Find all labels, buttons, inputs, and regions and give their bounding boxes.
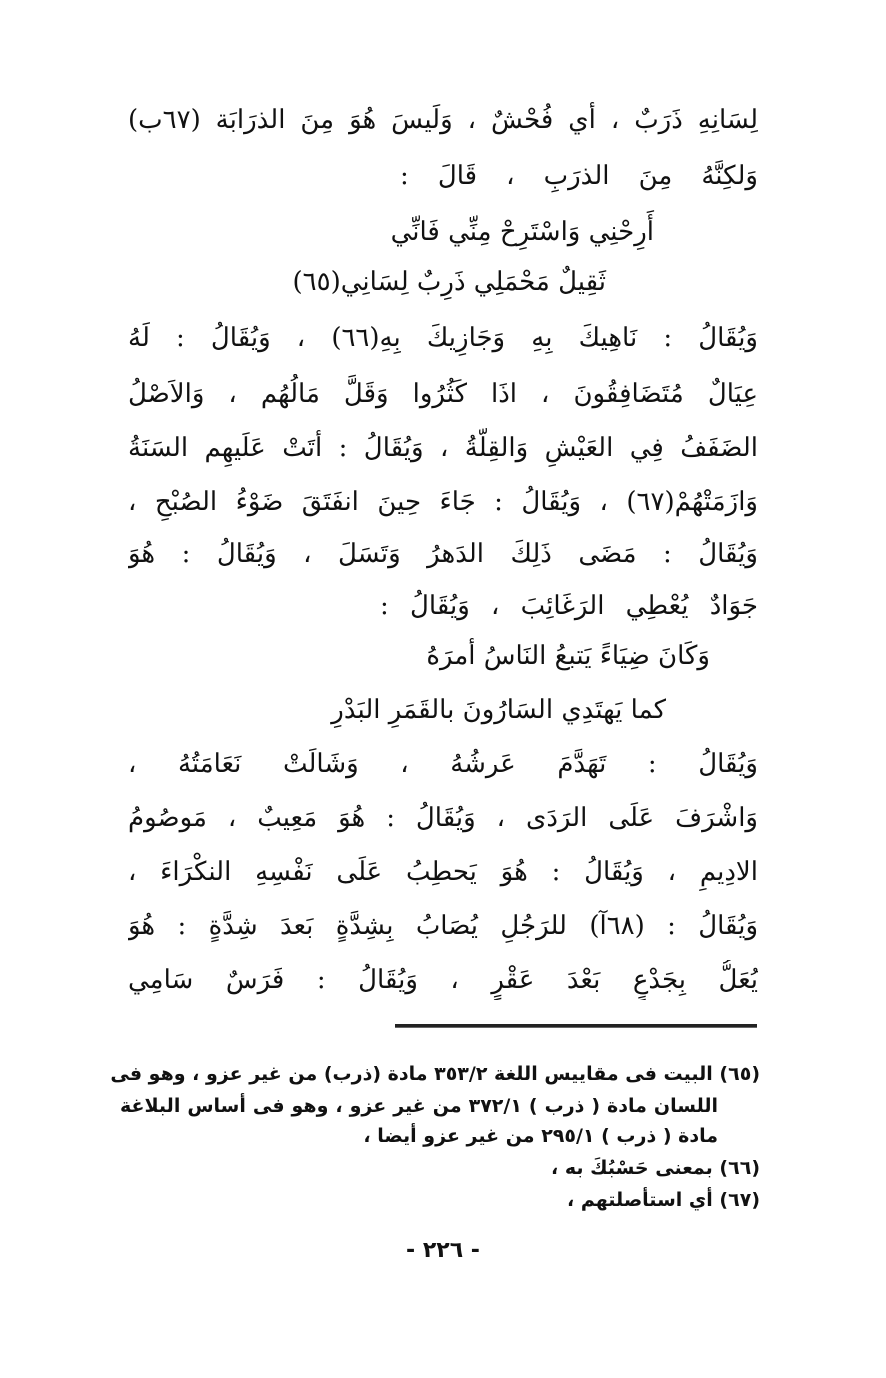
verse-line-4: كما يَهتَدِي السَارُونَ بالقَمَرِ البَدْرِ [331,695,666,725]
body-line-11: الادِيمِ ، وَيُقَالُ : هُوَ يَحطِبُ عَلَى نَفْسِهِ النكْرَاءَ ، [128,857,758,887]
page-number: - ٢٢٦ - [406,1238,480,1263]
body-line-7: وَيُقَالُ : مَضَى ذَلِكَ الدَهرُ وَتَسَلَ ، وَيُقَالُ : هُوَ [128,539,758,569]
verse-line-3: وَكَانَ ضِيَاءً يَتبعُ النَاسُ أمرَهُ [426,641,710,671]
footnote-65-line-1: (٦٥) البيت فى مقاييس اللغة ٣٥٣/٢ مادة (ذرب) من غير عزو ، وهو فى [110,1063,760,1085]
body-line-10: وَاشْرَفَ عَلَى الرَدَى ، وَيُقَالُ : هُوَ مَعِيبٌ ، مَوصُومُ [128,803,758,833]
body-line-13: يُعَلُّ بِجَدْعٍ بَعْدَ عَقْرٍ ، وَيُقَالُ : فَرَسٌ سَامِي [128,965,758,995]
body-line-3: وَيُقَالُ : نَاهِيكَ بِهِ وَجَازِيكَ بِهِ(٦٦) ، وَيُقَالُ : لَهُ [128,323,758,353]
body-line-8: جَوَادٌ يُعْطِي الرَغَائِبَ ، وَيُقَالُ : [380,591,758,621]
verse-line-1: أَرِحْنِي وَاسْتَرِحْ مِنِّي فَانِّي [390,217,654,247]
footnote-65-line-2: اللسان مادة ( ذرب ) ٣٧٢/١ من غير عزو ، وهو فى أساس البلاغة [120,1095,718,1117]
body-line-9: وَيُقَالُ : تَهَدَّمَ عَرشُهُ ، وَشَالَتْ نَعَامَتُهُ ، [128,749,758,779]
body-line-2: وَلكِنَّهُ مِنَ الذرَبِ ، قَالَ : [400,161,758,191]
body-line-5: الضَفَفُ فِي العَيْشِ وَالقِلَّةُ ، وَيُقَالُ : أتَتْ عَلَيهِم السَنَةُ [128,433,758,463]
footnote-66: (٦٦) بمعنى حَسْبُكَ به ، [551,1157,760,1179]
body-line-12: وَيُقَالُ : (٦٨آ) للرَجُلِ يُصَابُ بِشِدَّةٍ بَعدَ شِدَّةٍ : هُوَ [128,911,758,941]
body-line-4: عِيَالٌ مُتَضَافِقُونَ ، اذَا كَثُرُوا وَقَلَّ مَالُهُم ، وَالاَصْلُ [128,379,758,409]
footnote-separator [395,1024,757,1028]
footnote-67: (٦٧) أي استأصلتهم ، [567,1189,760,1211]
body-line-1: لِسَانِهِ ذَرَبٌ ، أي فُحْشٌ ، وَلَيسَ هُوَ مِنَ الذرَابَة (٦٧ب) [128,105,758,135]
footnote-65-line-3: مادة ( ذرب ) ٢٩٥/١ من غير عزو أيضا ، [363,1125,718,1147]
verse-line-2: ثَقِيلٌ مَحْمَلِي ذَرِبٌ لِسَانِي(٦٥) [292,267,606,297]
body-line-6: وَازَمَتْهُمْ(٦٧) ، وَيُقَالُ : جَاءَ حِينَ انفَتَقَ ضَوْءُ الصُبْحِ ، [128,487,758,517]
